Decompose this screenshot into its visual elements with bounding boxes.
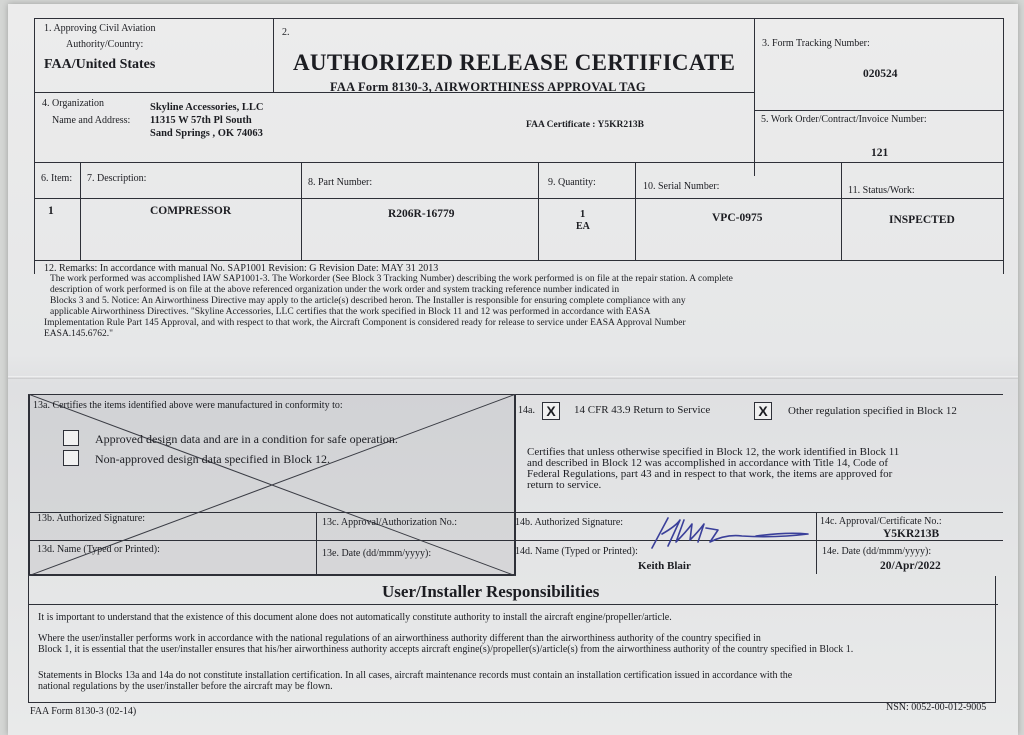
authorized-signature [646, 512, 816, 552]
rule [816, 512, 817, 574]
block1-label: 1. Approving Civil Aviation [44, 23, 156, 34]
work-order-number: 121 [871, 147, 889, 159]
responsibilities-para: It is important to understand that the existence of this document alone does not automatically constitute authority to install the aircraft engine/propeller/article. [38, 612, 672, 623]
faa-certificate: FAA Certificate : Y5KR213B [526, 120, 644, 130]
other-regulation-label: Other regulation specified in Block 12 [788, 405, 957, 417]
block13c-label: 13c. Approval/Authorization No.: [322, 517, 457, 528]
certification-line: return to service. [527, 479, 602, 491]
remarks-line: Blocks 3 and 5. Notice: An Airworthiness Directive may apply to the article(s) described heron. The Installer is responsible for ensuring complete compliance with any [50, 296, 686, 306]
other-regulation-checkbox[interactable]: X [754, 402, 772, 420]
certification-line: Federal Regulations, part 43 and in respect to that work, the items are approved for [527, 468, 893, 480]
block14e-label: 14e. Date (dd/mmm/yyyy): [822, 546, 932, 557]
rule [34, 18, 35, 274]
remarks-line: EASA.145.6762." [44, 329, 114, 339]
block3-label: 3. Form Tracking Number: [762, 38, 870, 49]
block14a-label: 14a. [518, 405, 535, 416]
rule [841, 162, 842, 260]
item-number: 1 [48, 205, 54, 217]
block13e-label: 13e. Date (dd/mmm/yyyy): [322, 548, 432, 559]
block5-label: 5. Work Order/Contract/Invoice Number: [761, 114, 927, 125]
form-identifier: FAA Form 8130-3 (02-14) [30, 706, 137, 717]
rule [28, 576, 29, 702]
form-subtitle: FAA Form 8130-3, AIRWORTHINESS APPROVAL TAG [330, 80, 646, 94]
quantity-header: 9. Quantity: [548, 177, 596, 188]
rule [754, 18, 755, 176]
approving-authority: FAA/United States [44, 57, 156, 72]
rule [28, 604, 998, 605]
block1-label-2: Authority/Country: [66, 39, 144, 50]
return-to-service-label: 14 CFR 43.9 Return to Service [574, 404, 711, 416]
quantity-unit: EA [576, 221, 590, 232]
rule [754, 110, 1004, 111]
rule [34, 260, 1004, 261]
quantity-value: 1 [580, 209, 586, 220]
block13d-label: 13d. Name (Typed or Printed): [37, 544, 160, 555]
remarks-line: applicable Airworthiness Directives. "Skyline Accessories, LLC certifies that the work specified in Block 11 and 12 was performed in accordance with EASA [50, 307, 651, 317]
rule [301, 162, 302, 260]
rule [995, 576, 996, 702]
serial-number: VPC-0975 [712, 212, 763, 224]
approved-design-label: Approved design data and are in a condition for safe operation. [95, 432, 398, 446]
signature-date: 20/Apr/2022 [880, 560, 941, 572]
rule [34, 198, 1004, 199]
rule [1003, 18, 1004, 274]
certification-line: and described in Block 12 was accomplished in accordance with Title 14, Code of [527, 457, 889, 469]
responsibilities-para: national regulations by the user/installer before the aircraft may be flown. [38, 681, 333, 692]
organization-street: 11315 W 57th Pl South [150, 115, 252, 126]
organization-name: Skyline Accessories, LLC [150, 102, 264, 113]
status-work: INSPECTED [889, 214, 955, 226]
certification-line: Certifies that unless otherwise specified in Block 12, the work identified in Block 11 [527, 446, 900, 458]
signer-name: Keith Blair [638, 560, 691, 572]
block4-label: 4. Organization [42, 98, 105, 109]
rule [273, 18, 274, 92]
rule [635, 162, 636, 260]
item-header: 6. Item: [41, 173, 73, 184]
responsibilities-heading: User/Installer Responsibilities [382, 582, 600, 601]
item-description: COMPRESSOR [150, 205, 232, 217]
remarks-line: description of work performed is on file at the above referenced organization under the work order and system tracking reference number indicated in [50, 285, 620, 295]
block14c-label: 14c. Approval/Certificate No.: [820, 516, 942, 527]
block2-label: 2. [282, 27, 290, 38]
organization-city: Sand Springs , OK 74063 [150, 128, 263, 139]
rule [80, 162, 81, 260]
rule [34, 162, 1004, 163]
remarks-line: Implementation Rule Part 145 Approval, and with respect to that work, the Aircraft Component is considered ready for release to service under EASA Approval Number [44, 318, 686, 328]
serial-number-header: 10. Serial Number: [643, 181, 720, 192]
paper-fold [8, 376, 1018, 379]
rule [28, 702, 996, 703]
block14b-label: 14b. Authorized Signature: [515, 517, 624, 528]
part-number-header: 8. Part Number: [308, 177, 373, 188]
approved-design-checkbox[interactable] [63, 430, 79, 446]
responsibilities-para: Statements in Blocks 13a and 14a do not constitute installation certification. In all cases, aircraft maintenance records must contain an installation certification issued in accordance with the [38, 670, 793, 681]
non-approved-design-checkbox[interactable] [63, 450, 79, 466]
block13b-label: 13b. Authorized Signature: [37, 513, 146, 524]
rule [34, 18, 1004, 19]
description-header: 7. Description: [87, 173, 147, 184]
nsn-number: NSN: 0052-00-012-9005 [886, 702, 987, 713]
form-title: AUTHORIZED RELEASE CERTIFICATE [293, 50, 736, 75]
part-number: R206R-16779 [388, 208, 455, 220]
certificate-form [8, 4, 1018, 735]
remarks-line: 12. Remarks: In accordance with manual No. SAP1001 Revision: G Revision Date: MAY 31 2013 [44, 263, 439, 274]
approval-certificate-number: Y5KR213B [883, 528, 940, 540]
block13a-label: 13a. Certifies the items identified above were manufactured in conformity to: [33, 400, 343, 411]
responsibilities-para: Block 1, it is essential that the user/installer ensures that his/her airworthiness authority accepts aircraft engine(s)/propeller(s)/article(s) from the airworthiness authority of the country specified in Block 1. [38, 644, 854, 655]
remarks-line: The work performed was accomplished IAW SAP1001-3. The Workorder (See Block 3 Tracking Number) describing the work performed is on file at the repair station. A complete [50, 274, 733, 284]
rule [538, 162, 539, 260]
block4-label-2: Name and Address: [52, 115, 131, 126]
block14d-label: 14d. Name (Typed or Printed): [515, 546, 638, 557]
return-to-service-checkbox[interactable]: X [542, 402, 560, 420]
responsibilities-para: Where the user/installer performs work in accordance with the national regulations of an airworthiness authority different than the airworthiness authority of the country specified in [38, 633, 761, 644]
status-work-header: 11. Status/Work: [848, 185, 915, 196]
non-approved-design-label: Non-approved design data specified in Block 12. [95, 452, 330, 466]
form-tracking-number: 020524 [863, 68, 898, 80]
